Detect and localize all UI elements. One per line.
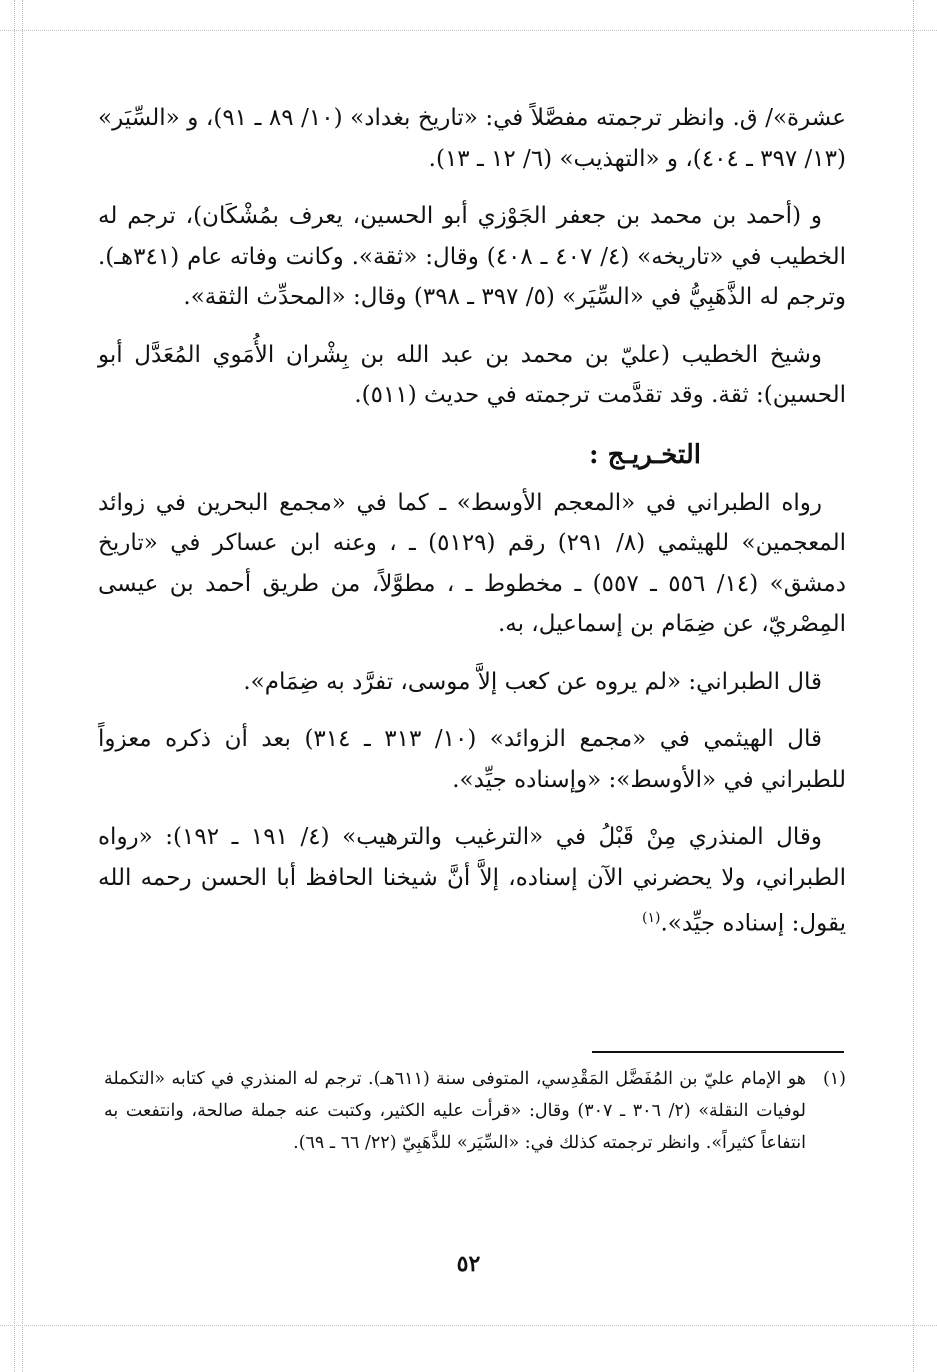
paragraph-5: قال الطبراني: «لم يروه عن كعب إلاَّ موسى، تفرَّد به ضِمَام». [243, 668, 822, 695]
top-dotted-line [0, 30, 937, 31]
paragraph-2: و (أحمد بن محمد بن جعفر الجَوْزي أبو الحسين، يعرف بمُشْكَان)، ترجم له الخطيب في «تاريخه» (٤/ ٤٠٧ ـ ٤٠٨) وقال: «ثقة». وكانت وفاته عام (٣٤١هـ). وترجم له الذَّهَبِيُّ في «السِّيَر» (٥/ ٣٩٧ ـ ٣٩٨) وقال: «المحدِّث الثقة». [98, 203, 846, 310]
paragraph-1: عشرة»/ ق. وانظر ترجمته مفصَّلاً في: «تاريخ بغداد» (١٠/ ٨٩ ـ ٩١)، و «السِّيَر» (١٣/ ٣٩٧ ـ ٤٠٤)، و «التهذيب» (٦/ ١٢ ـ ١٣). [98, 105, 846, 172]
footnote [104, 1063, 846, 1159]
footnote-text: هو الإمام عليّ بن المُفَضَّل المَقْدِسي، المتوفى سنة (٦١١هـ). ترجم له المنذري في كتابه «التكملة لوفيات النقلة» (٢/ ٣٠٦ ـ ٣٠٧) وقال: «قرأت عليه الكثير، وكتبت عنه جملة صالحة، وانتفعت به انتفاعاً كثيراً». وانظر ترجمته كذلك في: «السِّيَر» للذَّهَبِيّ (٢٢/ ٦٦ ـ ٦٩). [104, 1069, 806, 1153]
paragraph-4: رواه الطبراني في «المعجم الأوسط» ـ كما في «مجمع البحرين في زوائد المعجمين» للهيثمي (٨/ ٢٩١) رقم (٥١٢٩) ـ ، وعنه ابن عساكر في «تاريخ دمشق» (١٤/ ٥٥٦ ـ ٥٥٧) ـ مخطوط ـ ، مطوَّلاً، من طريق أحمد بن عيسى المِصْريّ، عن ضِمَام بن إسماعيل، به. [98, 489, 847, 637]
section-heading: التخـريـج : [588, 439, 701, 470]
paragraph-7-text: وقال المنذري مِنْ قَبْلُ في «الترغيب والترهيب» (٤/ ١٩١ ـ ١٩٢): «رواه الطبراني، ولا يحضرني الآن إسناده، إلاَّ أنَّ شيخنا الحافظ أبا الحسن رحمه الله يقول: إسناده جيِّد». [98, 824, 846, 937]
footnote-marker: (١) [642, 910, 661, 926]
left-margin-dotted-line-inner [22, 0, 23, 1372]
main-text [98, 98, 846, 961]
right-margin-dotted-line [913, 0, 914, 1372]
page-number: ٥٢ [456, 1251, 481, 1277]
paragraph-7 [98, 817, 846, 944]
footnote-number: (١) [822, 1069, 846, 1089]
paragraph-6: قال الهيثمي في «مجمع الزوائد» (١٠/ ٣١٣ ـ ٣١٤) بعد أن ذكره معزواً للطبراني في «الأوسط»: «وإسناده جيِّد». [98, 726, 846, 793]
footnote-separator [592, 1051, 844, 1053]
paragraph-3: وشيخ الخطيب (عليّ بن محمد بن عبد الله بن بِشْران الأُمَوي المُعَدَّل أبو الحسين): ثقة. وقد تقدَّمت ترجمته في حديث (٥١١). [98, 341, 846, 408]
left-margin-dotted-line [14, 0, 15, 1372]
bottom-dotted-line [0, 1325, 937, 1326]
